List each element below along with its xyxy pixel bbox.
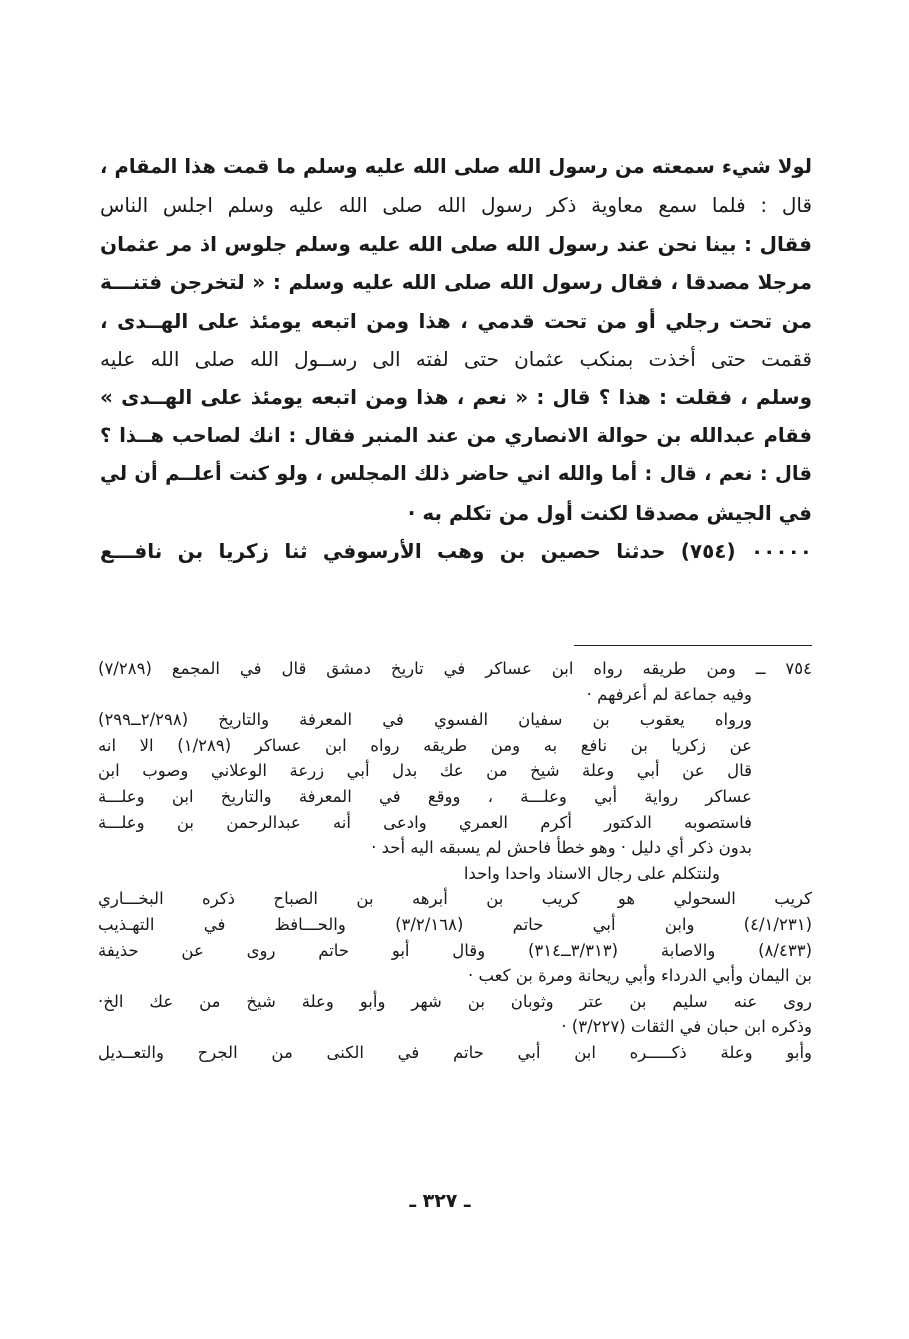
main-text-line: في الجيش مصدقا لكنت أول من تكلم به ·	[407, 500, 812, 525]
footnote-separator	[574, 645, 812, 646]
footnote-line: بدون ذكر أي دليل · وهو خطأ فاحش لم يسبقه اليه أحد ·	[371, 838, 752, 858]
footnote-line: ورواه يعقوب بن سفيان الفسوي في المعرفة والتاريخ (٢/٢٩٨ــ٢٩٩)	[98, 710, 752, 730]
footnote-line: (٨/٤٣٣) والاصابة (٣/٣١٣ــ٣١٤) وقال أبو حاتم روى عن حذيفة	[98, 940, 812, 960]
footnote-line: قال عن أبي وعلة شيخ من عك بدل أبي زرعة الوعلاني وصوب ابن	[98, 761, 752, 781]
footnote-line: وذكره ابن حبان في الثقات (٣/٢٢٧) ·	[561, 1017, 812, 1037]
main-text-line: قال : فلما سمع معاوية ذكر رسول الله صلى الله عليه وسلم اجلس الناس	[100, 193, 812, 218]
main-text-line: من تحت رجلي أو من تحت قدمي ، هذا ومن اتبعه يومئذ على الهــدى ،	[100, 308, 812, 333]
main-text-line: لولا شيء سمعته من رسول الله صلى الله عليه وسلم ما قمت هذا المقام ،	[100, 155, 812, 178]
main-text-line: فقام عبدالله بن حوالة الانصاري من عند المنبر فقال : انك لصاحب هــذا ؟	[100, 423, 812, 447]
footnote-line: فاستصوبه الدكتور أكرم العمري وادعى أنه عبدالرحمن بن وعلـــة	[98, 812, 752, 832]
main-text-line: فقال : بينا نحن عند رسول الله صلى الله عليه وسلم جلوس اذ مر عثمان	[100, 231, 812, 256]
footnotes-block	[98, 656, 812, 1066]
footnote-line: عساكر رواية أبي وعلـــة ، ووقع في المعرفة والتاريخ ابن وعلـــة	[98, 786, 752, 806]
footnote-line: (٤/١/٢٣١) وابن أبي حاتم (٣/٢/١٦٨) والحـــافظ في التهـذيب	[98, 914, 812, 934]
footnote-line: بن اليمان وأبي الدرداء وأبي ريحانة ومرة بن كعب ·	[467, 966, 812, 986]
footnote-line: ولنتكلم على رجال الاسناد واحدا واحدا	[463, 863, 720, 883]
footnote-line: وفيه جماعة لم أعرفهم ·	[586, 684, 752, 704]
main-text-line: قال : نعم ، قال : أما والله اني حاضر ذلك المجلس ، ولو كنت أعلــم أن لي	[100, 462, 812, 486]
footnote-line: وأبو وعلة ذكـــــره ابن أبي حاتم في الكنى من الجرح والتعــديل	[98, 1042, 812, 1062]
main-text-line: وسلم ، فقلت : هذا ؟ قال : « نعم ، هذا ومن اتبعه يومئذ على الهــدى »	[100, 385, 812, 410]
main-text-block	[100, 148, 812, 570]
footnote-line: عن زكريا بن نافع به ومن طريقه رواه ابن عساكر (١/٢٨٩) الا انه	[98, 735, 753, 755]
main-text-line: ققمت حتى أخذت بمنكب عثمان حتى لفته الى رســول الله صلى الله عليه	[100, 346, 812, 371]
hadith-header-line: ٠٠٠٠٠ (٧٥٤) حدثنا حصين بن وهب الأرسوفي ثنا زكريا بن نافـــع	[100, 538, 812, 563]
footnote-line: كريب السحولي هو كريب بن أبرهه بن الصباح ذكره البخـــاري	[98, 889, 812, 909]
footnote-line: روى عنه سليم بن عتر وثوبان بن شهر وأبو وعلة شيخ من عك الخ·	[98, 991, 812, 1011]
footnote-line: ٧٥٤ ــ ومن طريقه رواه ابن عساكر في تاريخ دمشق قال في المجمع (٧/٢٨٩)	[98, 659, 812, 678]
main-text-line: مرجلا مصدقا ، فقال رسول الله صلى الله عليه وسلم : « لتخرجن فتنـــة	[100, 270, 812, 295]
page-number: ـ ٣٢٧ ـ	[409, 1190, 471, 1212]
